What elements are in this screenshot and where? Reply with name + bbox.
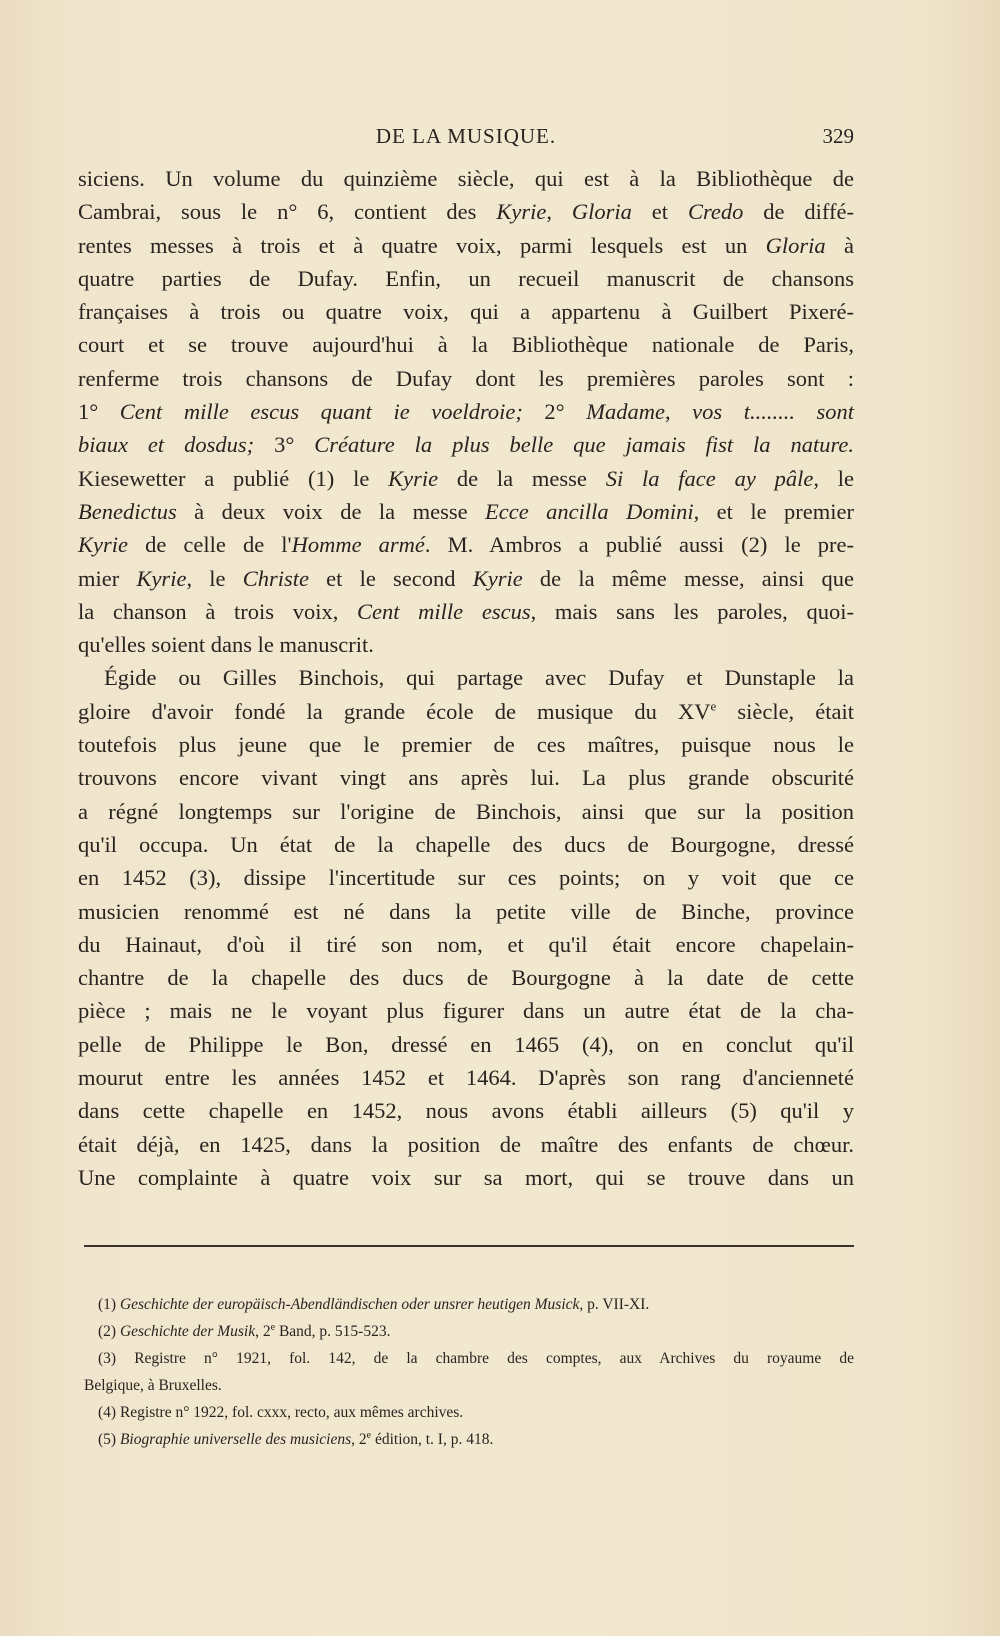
text-span: le — [818, 465, 854, 491]
italic-span: Kyrie — [472, 565, 523, 591]
text-span: siciens. Un volume du quinzième siècle, qui est à la Bibliothèque de — [78, 166, 854, 191]
text-span: qu'il occupa. Un état de la chapelle des ducs de Bourgogne, dressé — [78, 831, 854, 857]
italic-span: Kyrie — [78, 532, 128, 558]
text-span: qu'elles soient dans le manuscrit. — [78, 632, 374, 658]
text-line — [78, 928, 854, 961]
italic-span: Madame — [586, 399, 665, 425]
superscript: e — [270, 1321, 276, 1333]
italic-span: Créature la plus belle que jamais fist la nature. — [314, 432, 854, 458]
text-span: musicien renommé est né dans la petite ville de Binche, province — [78, 898, 854, 924]
italic-span: Si la face ay pâle, — [605, 465, 819, 491]
italic-span: Cent mille escus — [357, 598, 531, 624]
text-line — [78, 1061, 854, 1094]
italic-span: Homme armé — [291, 532, 425, 558]
text-line — [78, 1161, 854, 1194]
text-span: gloire d'avoir fondé la grande école de musique du XV — [78, 698, 711, 724]
text-span: à — [825, 232, 854, 258]
text-span: quatre parties de Dufay. Enfin, un recueil manuscrit de chansons — [78, 265, 854, 291]
text-line — [78, 595, 854, 628]
text-line — [78, 994, 854, 1027]
text-span: (5) — [98, 1431, 120, 1448]
text-line — [78, 695, 854, 728]
text-span: Band, p. 515-523. — [275, 1323, 391, 1340]
text-span: du Hainaut, d'où il tiré son nom, et qu'il était encore chapelain- — [78, 931, 854, 957]
italic-span: Gloria — [765, 232, 826, 258]
footnote-2 — [84, 1318, 854, 1345]
text-line — [78, 562, 854, 595]
text-line — [78, 229, 854, 262]
italic-span: Kyrie — [388, 465, 439, 491]
text-line — [78, 761, 854, 794]
text-span: mier — [78, 565, 137, 591]
text-line — [78, 262, 854, 295]
text-line — [78, 728, 854, 761]
italic-span: Cent mille escus quant ie voeldroie; — [119, 399, 523, 425]
text-span: Une complainte à quatre voix sur sa mort, qui se trouve dans un — [78, 1164, 854, 1190]
italic-span: Ecce ancilla Domini — [485, 498, 694, 524]
superscript: e — [710, 698, 717, 714]
italic-span: Geschichte der europäisch-Abendländischen oder unsrer heutigen Musick — [119, 1296, 580, 1313]
text-span: (4) Registre n° 1922, fol. cxxx, recto, aux mêmes archives. — [98, 1404, 464, 1421]
text-span: rentes messes à trois et à quatre voix, parmi lesquels est un — [78, 232, 766, 258]
text-line — [78, 428, 854, 461]
text-span: en 1452 (3), dissipe l'incertitude sur ces points; on y voit que ce — [78, 865, 854, 891]
text-span: françaises à trois ou quatre voix, qui a appartenu à Guilbert Pixeré- — [78, 299, 854, 325]
footnotes — [84, 1291, 854, 1453]
footnote-3 — [84, 1345, 854, 1372]
text-span: , le — [186, 565, 243, 591]
text-line — [78, 528, 854, 561]
italic-span: Credo — [687, 199, 744, 225]
text-span: siècle, était — [716, 698, 855, 724]
text-span: de la même messe, ainsi que — [522, 565, 854, 591]
italic-span: Christe — [242, 565, 309, 591]
italic-span: Kyrie — [496, 199, 547, 225]
text-span: chantre de la chapelle des ducs de Bourgogne à la date de cette — [78, 965, 854, 991]
text-span: , — [546, 199, 572, 225]
text-span: (1) — [98, 1296, 120, 1313]
footnote-1 — [84, 1291, 854, 1318]
text-span: dans cette chapelle en 1452, nous avons établi ailleurs (5) qu'il y — [78, 1098, 854, 1124]
text-span: , 2 — [351, 1431, 367, 1448]
text-span: a régné longtemps sur l'origine de Binchois, ainsi que sur la position — [78, 798, 854, 824]
italic-span: Biographie universelle des musiciens — [119, 1431, 352, 1448]
footnote-4 — [84, 1399, 854, 1426]
text-span: mourut entre les années 1452 et 1464. D'après son rang d'ancienneté — [78, 1065, 854, 1091]
text-line — [78, 462, 854, 495]
text-span: , — [664, 399, 693, 425]
text-span: pièce ; mais ne le voyant plus figurer dans un autre état de la cha- — [78, 998, 854, 1024]
page-number: 329 — [822, 124, 854, 148]
footnote-5 — [84, 1426, 854, 1453]
text-line — [78, 362, 854, 395]
text-line — [78, 661, 854, 694]
text-span: était déjà, en 1425, dans la position de maître des enfants de chœur. — [78, 1131, 854, 1157]
italic-span: Gloria — [571, 199, 632, 225]
text-line — [78, 628, 854, 661]
text-line — [78, 895, 854, 928]
page-header — [78, 122, 854, 152]
text-span: de celle de l' — [128, 532, 292, 558]
text-span: renferme trois chansons de Dufay dont les premières paroles sont : — [78, 365, 854, 391]
text-span: 2° — [522, 399, 587, 425]
footnote-rule — [84, 1245, 854, 1247]
text-span: la chanson à trois voix, — [78, 598, 357, 624]
text-span: édition, t. I, p. 418. — [371, 1431, 494, 1448]
text-span: (3) Registre n° 1921, fol. 142, de la chambre des comptes, aux Archives du royaume de — [98, 1350, 854, 1367]
text-span: Égide ou Gilles Binchois, qui partage avec Dufay et Dunstaple la — [104, 665, 854, 691]
text-span: , p. VII-XI. — [579, 1296, 650, 1313]
italic-span: Geschichte der Musik — [119, 1323, 256, 1340]
superscript: e — [366, 1429, 372, 1441]
text-span: , mais sans les paroles, quoi- — [530, 598, 854, 624]
italic-span: Kyrie — [136, 565, 187, 591]
italic-span: Benedictus — [78, 498, 177, 524]
text-span: 3° — [254, 432, 315, 458]
text-span: toutefois plus jeune que le premier de ces maîtres, puisque nous le — [78, 732, 854, 758]
text-span: et — [631, 199, 688, 225]
text-span: , 2 — [255, 1323, 271, 1340]
text-span: Cambrai, sous le n° 6, contient des — [78, 199, 497, 225]
text-span: 1° — [78, 399, 120, 425]
text-line — [78, 195, 854, 228]
text-span: à deux voix de la messe — [176, 498, 486, 524]
body-text — [78, 162, 854, 1194]
footnote-3-continued — [84, 1372, 854, 1399]
text-span: . M. Ambros a publié aussi (2) le pre- — [424, 532, 854, 558]
text-line — [78, 1128, 854, 1161]
text-span: court et se trouve aujourd'hui à la Bibliothèque nationale de Paris, — [78, 332, 854, 358]
text-span: trouvons encore vivant vingt ans après lui. La plus grande obscurité — [78, 765, 854, 791]
text-span: Kiesewetter a publié (1) le — [78, 465, 389, 491]
text-span: , et le premier — [693, 498, 855, 524]
text-span: (2) — [98, 1323, 120, 1340]
text-line — [78, 328, 854, 361]
text-line — [78, 495, 854, 528]
text-span: de la messe — [438, 465, 606, 491]
text-line — [78, 395, 854, 428]
italic-span: vos t........ sont — [692, 399, 855, 425]
text-line — [78, 162, 854, 195]
text-span: et le second — [308, 565, 473, 591]
text-line — [78, 961, 854, 994]
running-title: DE LA MUSIQUE. — [375, 124, 557, 148]
italic-span: biaux et dosdus; — [78, 432, 255, 458]
text-line — [78, 828, 854, 861]
text-span: pelle de Philippe le Bon, dressé en 1465 (4), on en conclut qu'il — [78, 1031, 854, 1057]
text-line — [78, 795, 854, 828]
text-line — [78, 295, 854, 328]
text-span: Belgique, à Bruxelles. — [84, 1377, 222, 1394]
text-line — [78, 861, 854, 894]
text-span: de diffé- — [743, 199, 854, 225]
text-line — [78, 1094, 854, 1127]
text-line — [78, 1028, 854, 1061]
